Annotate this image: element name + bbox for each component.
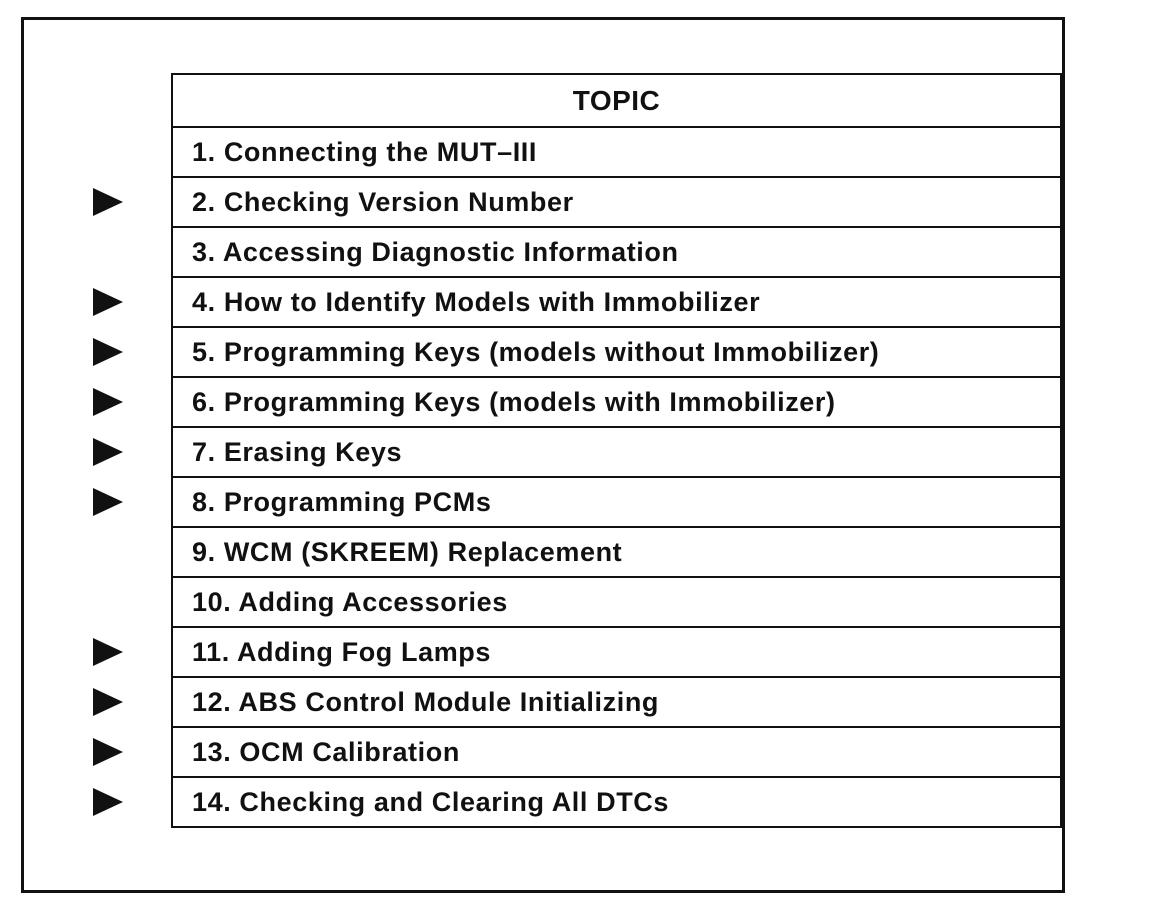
table-row[interactable]: [173, 478, 1060, 528]
table-row[interactable]: [173, 778, 1060, 828]
topic-label: 14. Checking and Clearing All DTCs: [192, 786, 670, 817]
table-row[interactable]: [173, 578, 1060, 628]
topic-label: 8. Programming PCMs: [192, 486, 492, 517]
topic-label: 9. WCM (SKREEM) Replacement: [192, 536, 623, 567]
right-arrow-icon: [93, 338, 123, 366]
topic-label: 10. Adding Accessories: [192, 586, 508, 617]
right-arrow-icon: [93, 688, 123, 716]
table-header: TOPIC: [173, 75, 1060, 128]
right-arrow-icon: [93, 788, 123, 816]
topic-label: 1. Connecting the MUT–III: [192, 136, 538, 167]
right-arrow-icon: [93, 388, 123, 416]
table-row[interactable]: [173, 378, 1060, 428]
topic-label: 5. Programming Keys (models without Immobilizer): [192, 336, 880, 367]
table-row[interactable]: [173, 728, 1060, 778]
right-arrow-icon: [93, 488, 123, 516]
table-row[interactable]: [173, 328, 1060, 378]
table-row[interactable]: [173, 628, 1060, 678]
topic-label: 6. Programming Keys (models with Immobilizer): [192, 386, 836, 417]
topic-label: 7. Erasing Keys: [192, 436, 403, 467]
right-arrow-icon: [93, 738, 123, 766]
topic-table: [171, 73, 1062, 828]
right-arrow-icon: [93, 188, 123, 216]
topic-label: 3. Accessing Diagnostic Information: [192, 236, 679, 267]
topic-label: 11. Adding Fog Lamps: [192, 636, 492, 667]
table-row[interactable]: [173, 128, 1060, 178]
topic-label: 13. OCM Calibration: [192, 736, 460, 767]
topic-label: 4. How to Identify Models with Immobilizer: [192, 286, 761, 317]
table-row[interactable]: [173, 428, 1060, 478]
table-row[interactable]: [173, 228, 1060, 278]
topic-label: 2. Checking Version Number: [192, 186, 574, 217]
table-row[interactable]: [173, 178, 1060, 228]
table-row[interactable]: [173, 528, 1060, 578]
right-arrow-icon: [93, 638, 123, 666]
right-arrow-icon: [93, 438, 123, 466]
table-body: [173, 128, 1060, 828]
right-arrow-icon: [93, 288, 123, 316]
table-row[interactable]: [173, 278, 1060, 328]
table-row[interactable]: [173, 678, 1060, 728]
topic-label: 12. ABS Control Module Initializing: [192, 686, 660, 717]
